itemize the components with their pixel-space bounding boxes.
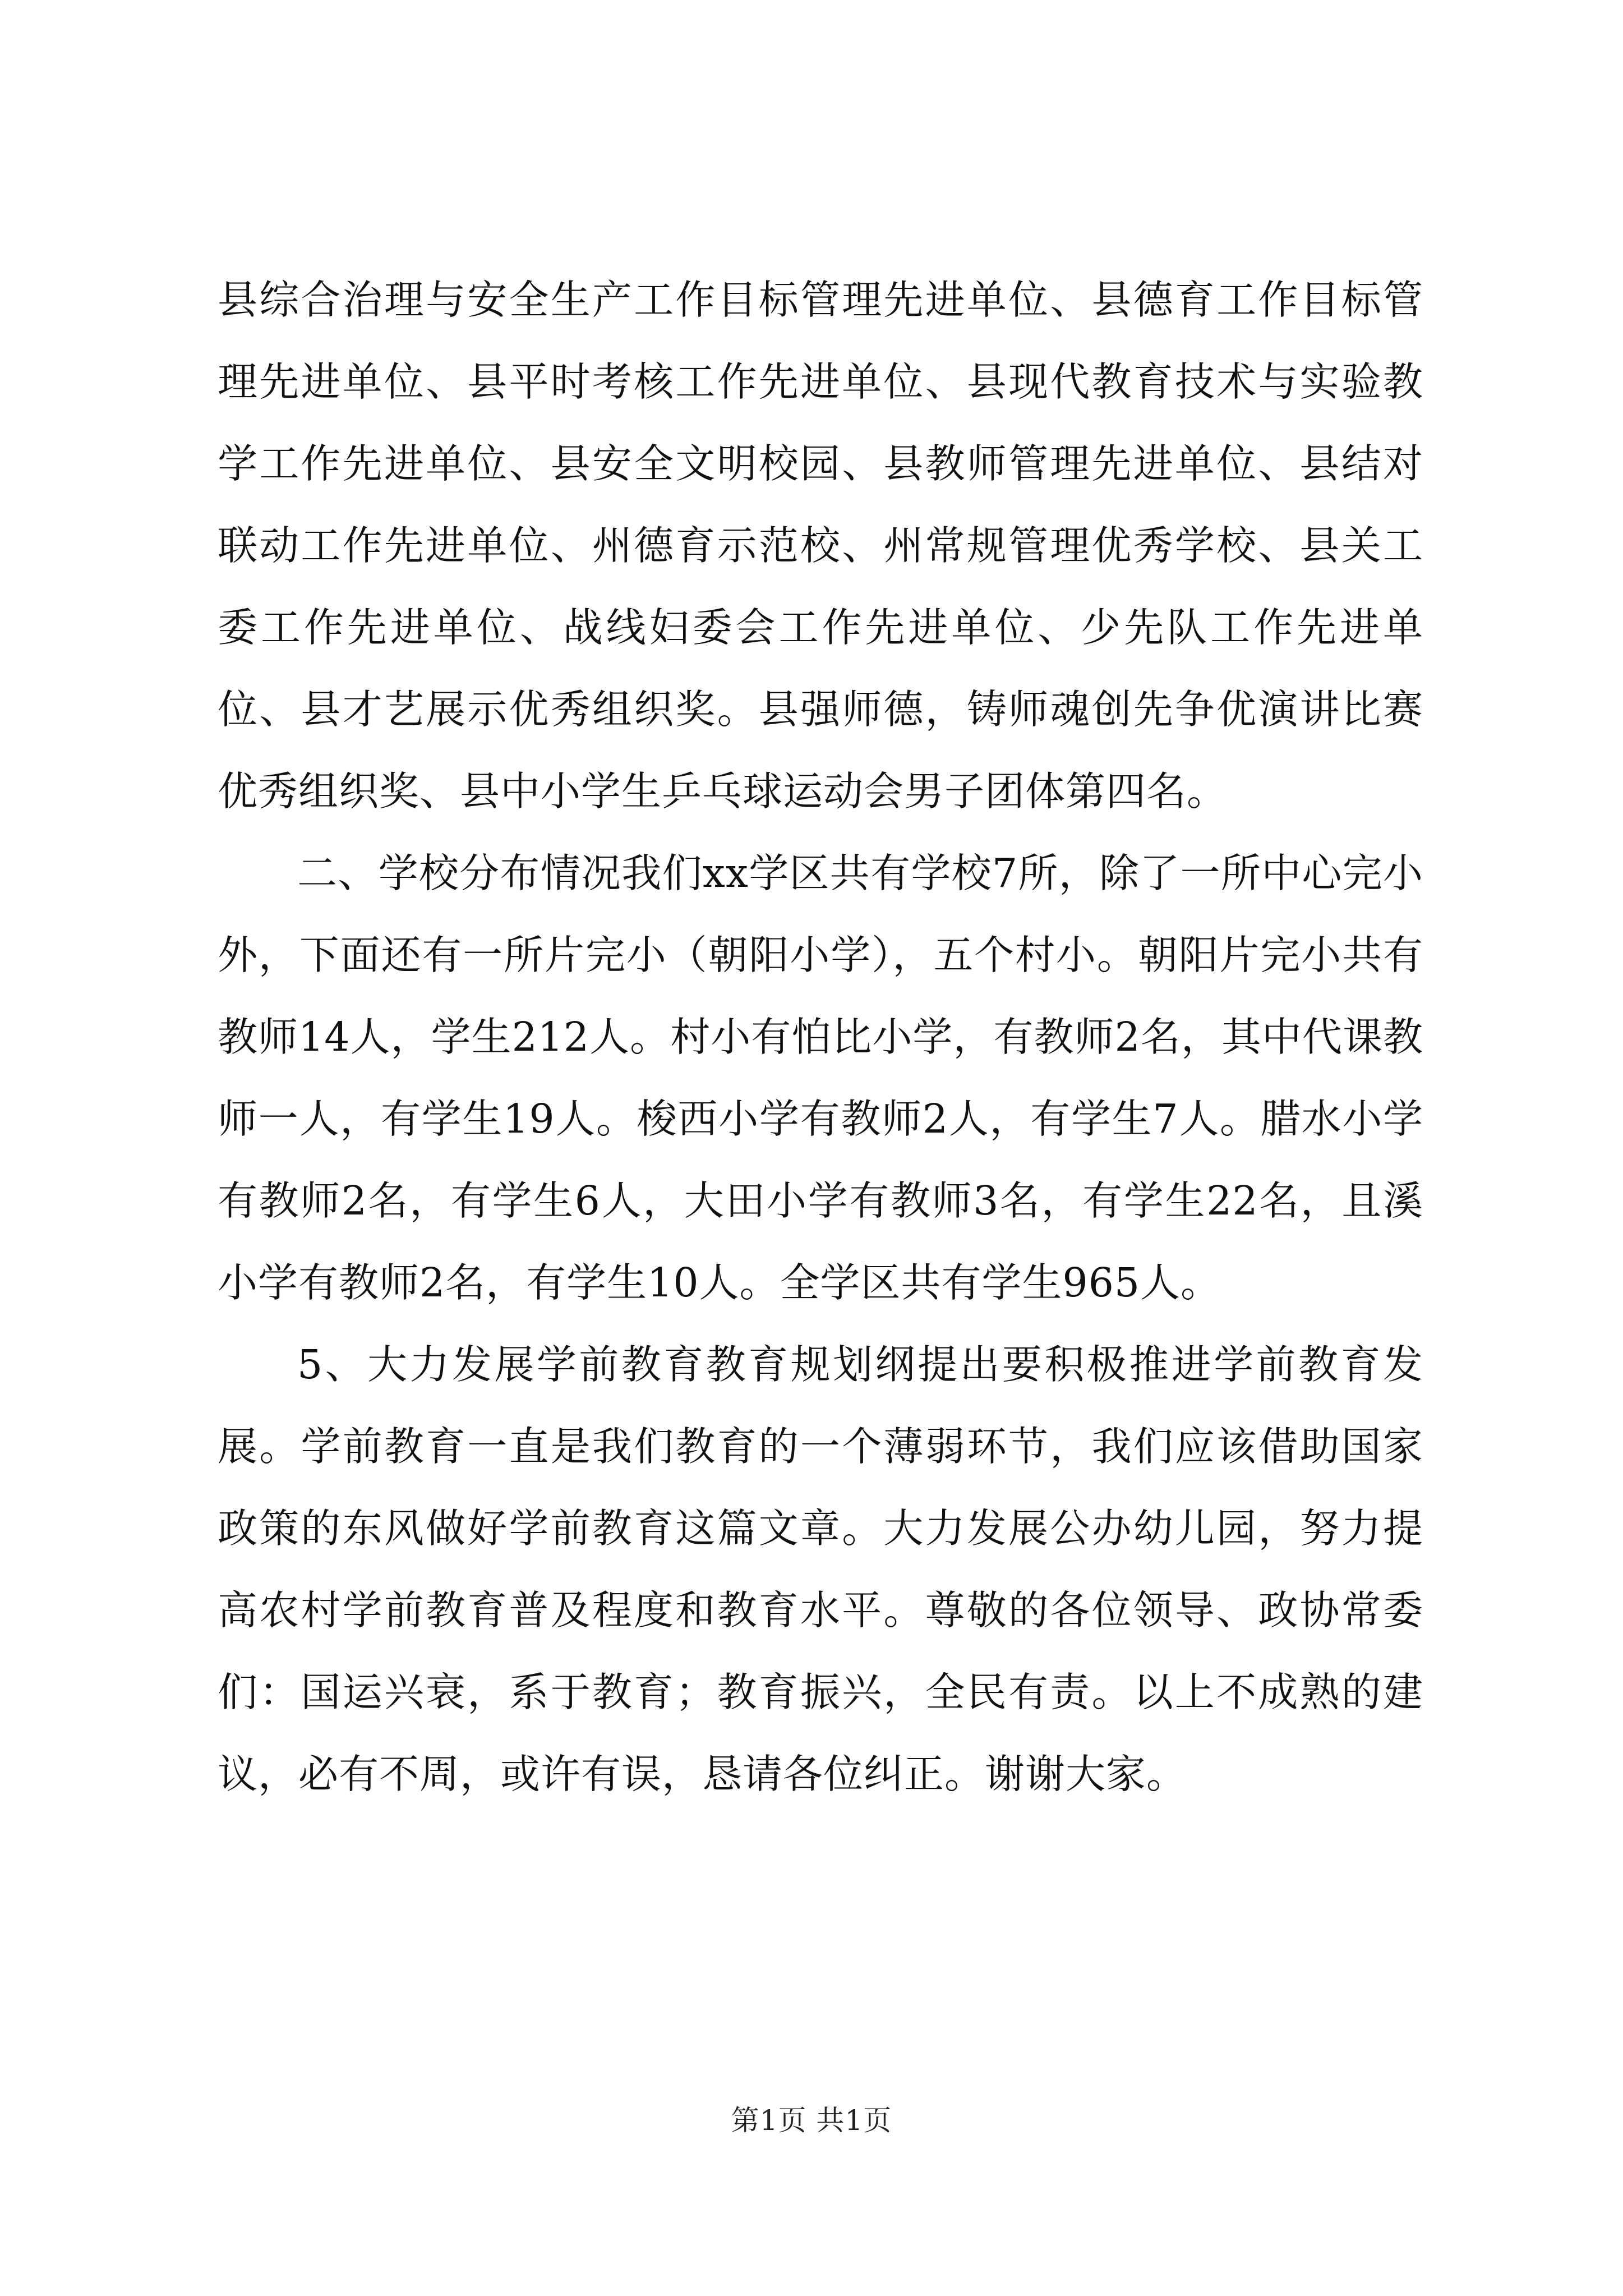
paragraph-preschool-education: 5、大力发展学前教育教育规划纲提出要积极推进学前教育发展。学前教育一直是我们教育的一个薄弱环节，我们应该借助国家政策的东风做好学前教育这篇文章。大力发展公办幼儿园，努力提高农村学前教育普及程度和教育水平。尊敬的各位领导、政协常委们：国运兴衰，系于教育；教育振兴，全民有责。以上不成熟的建议，必有不周，或许有误，恳请各位纠正。谢谢大家。	[218, 1341, 1423, 1797]
paragraph-honors: 县综合治理与安全生产工作目标管理先进单位、县德育工作目标管理先进单位、县平时考核工作先进单位、县现代教育技术与实验教学工作先进单位、县安全文明校园、县教师管理先进单位、县结对联动工作先进单位、州德育示范校、州常规管理优秀学校、县关工委工作先进单位、战线妇委会工作先进单位、少先队工作先进单位、县才艺展示优秀组织奖。县强师德，铸师魂创先争优演讲比赛优秀组织奖、县中小学生乒乓球运动会男子团体第四名。	[218, 277, 1423, 815]
page-footer: 第1页 共1页	[731, 2104, 892, 2137]
paragraph-school-distribution: 二、学校分布情况我们xx学区共有学校7所，除了一所中心完小外，下面还有一所片完小（朝阳小学），五个村小。朝阳片完小共有教师14人，学生212人。村小有怕比小学，有教师2名，其中代课教师一人，有学生19人。梭西小学有教师2人，有学生7人。腊水小学有教师2名，有学生6人，大田小学有教师3名，有学生22名，且溪小学有教师2名，有学生10人。全学区共有学生965人。	[218, 850, 1423, 1306]
document-body	[218, 259, 1423, 1815]
